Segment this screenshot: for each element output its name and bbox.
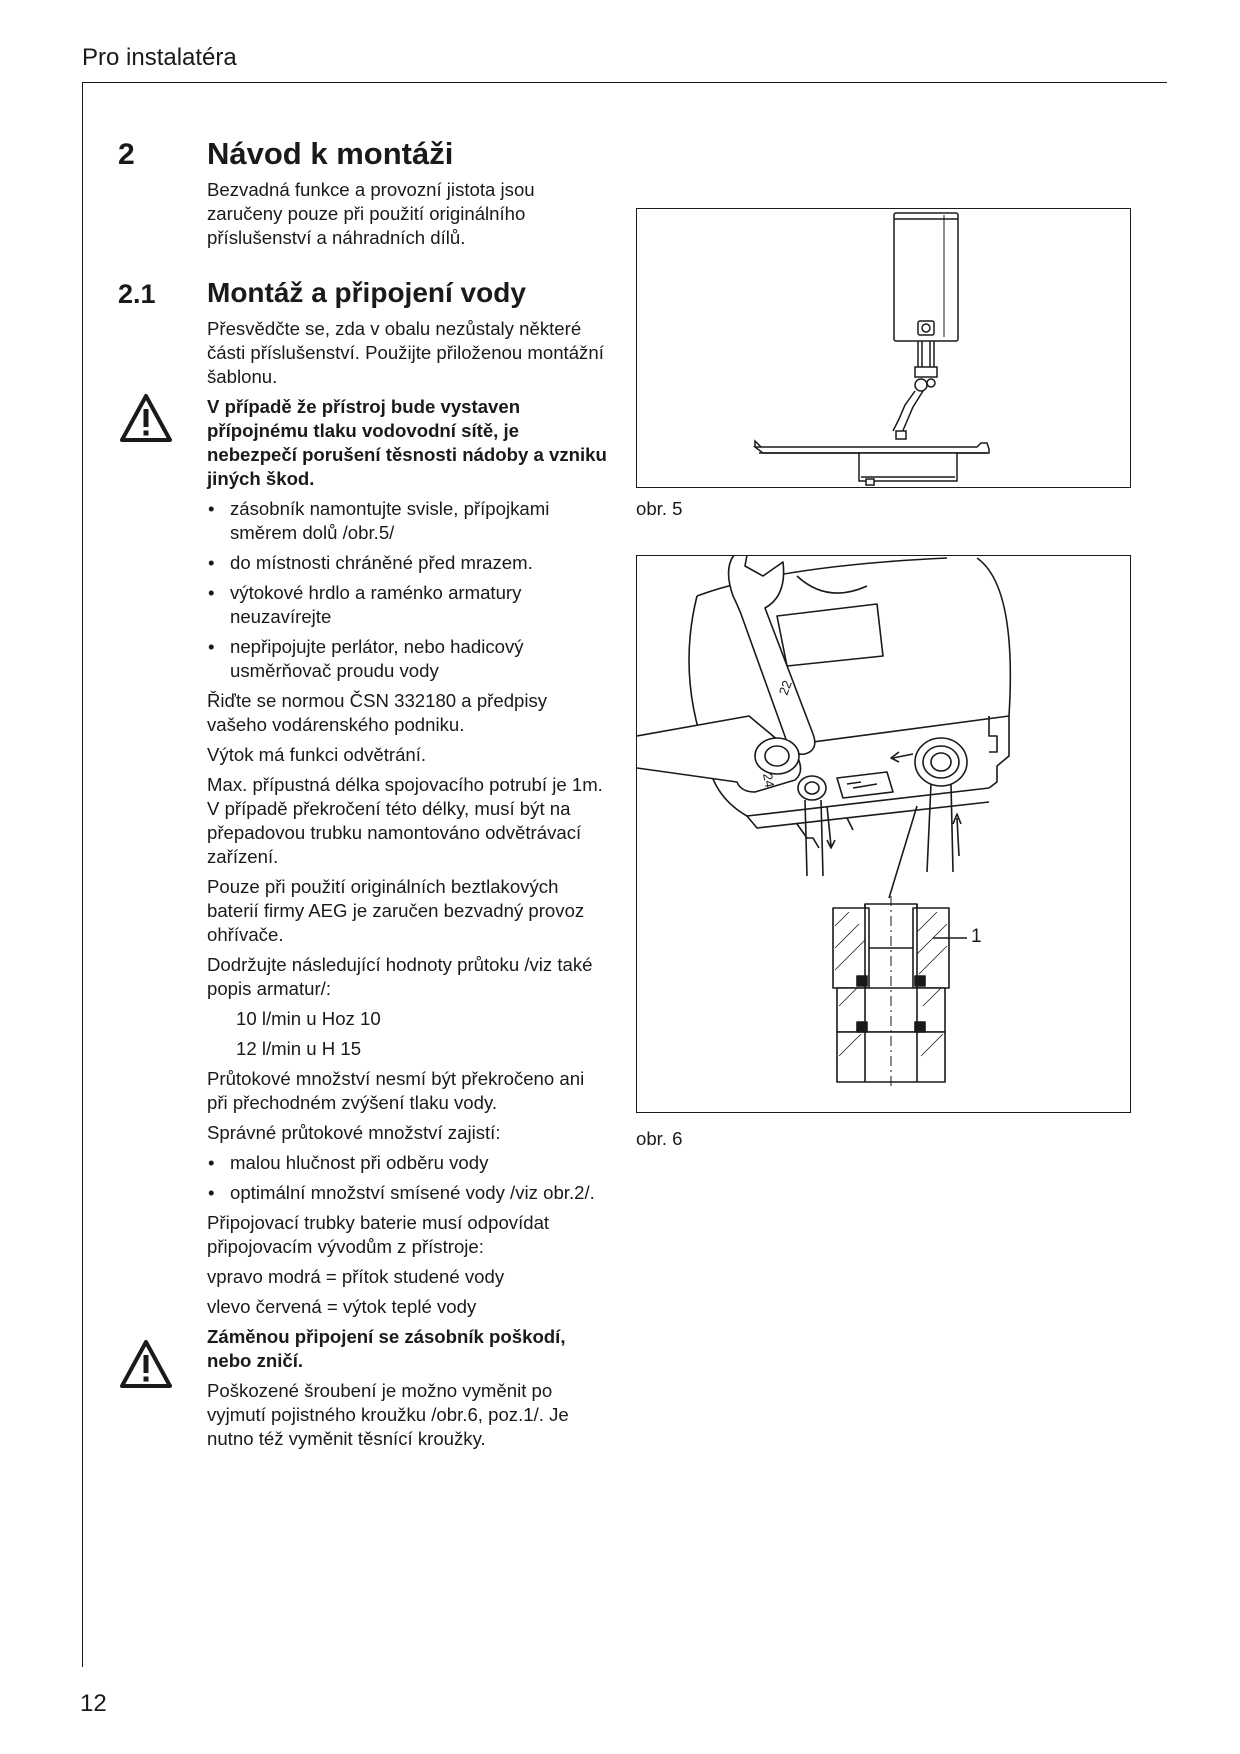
page-header-title: Pro instalatéra <box>82 44 237 71</box>
bullet-list <box>207 497 607 683</box>
page-number: 12 <box>80 1690 107 1717</box>
flow-value: 10 l/min u Hoz 10 <box>236 1008 381 1029</box>
paragraph: Poškozené šroubení je možno vyměnit po vyjmutí pojistného kroužku /obr.6, poz.1/. Je nutno též vyměnit těsnící kroužky. <box>207 1380 569 1449</box>
wrench-size-label: 24 <box>760 771 778 789</box>
water-heater-installation-illustration <box>637 209 1130 487</box>
bullet-glyph: • <box>208 1152 215 1173</box>
paragraph: Průtokové množství nesmí být překročeno ani při přechodném zvýšení tlaku vody. <box>207 1068 585 1113</box>
bullet-glyph: • <box>208 498 215 519</box>
warning-triangle-icon <box>119 392 173 444</box>
bullet-glyph: • <box>208 552 215 573</box>
figure-5-caption: obr. 5 <box>636 498 683 519</box>
paragraph: vpravo modrá = přítok studené vody <box>207 1266 505 1287</box>
paragraph: vlevo červená = výtok teplé vody <box>207 1296 477 1317</box>
bullet-glyph: • <box>208 1182 215 1203</box>
list-item: • výtokové hrdlo a raménko armatury neuzavírejte <box>208 582 522 627</box>
figure-5 <box>636 208 1131 488</box>
section-intro <box>207 178 607 256</box>
figure-6-caption: obr. 6 <box>636 1128 683 1149</box>
paragraph: Výtok má funkci odvětrání. <box>207 744 427 765</box>
list-item: • malou hlučnost při odběru vody <box>208 1152 489 1173</box>
section-title: Návod k montáži <box>207 136 454 171</box>
bullet-glyph: • <box>208 636 215 657</box>
paragraph: Pouze při použití originálních beztlakových baterií firmy AEG je zaručen bezvadný provoz ohřívače. <box>207 876 585 945</box>
bullet-list <box>207 1151 607 1205</box>
paragraph: Připojovací trubky baterie musí odpovídat připojovacím vývodům z přístroje: <box>207 1212 550 1257</box>
list-item: • nepřipojujte perlátor, nebo hadicový usměrňovač proudu vody <box>208 636 524 681</box>
list-item: • zásobník namontujte svisle, přípojkami směrem dolů /obr.5/ <box>208 498 550 543</box>
warning-text: V případě že přístroj bude vystaven přípojnému tlaku vodovodní sítě, je nebezpečí porušení těsnosti nádoby a vzniku jiných škod. <box>207 396 607 489</box>
figure-6 <box>636 555 1131 1113</box>
warning-triangle-icon <box>119 1338 173 1390</box>
wrench-and-fitting-illustration <box>637 556 1130 1112</box>
list-item: • do místnosti chráněné před mrazem. <box>208 552 533 573</box>
paragraph: Max. přípustná délka spojovacího potrubí je 1m. V případě překročení této délky, musí být na přepadovou trubku namontováno odvětrávací zařízení. <box>207 774 603 867</box>
subsection-title: Montáž a připojení vody <box>207 277 526 308</box>
paragraph: Dodržujte následující hodnoty průtoku /viz také popis armatur/: <box>207 954 593 999</box>
paragraph: Správné průtokové množství zajistí: <box>207 1122 501 1143</box>
paragraph: Přesvědčte se, zda v obalu nezůstaly některé části příslušenství. Použijte přiloženou montážní šablonu. <box>207 318 604 387</box>
paragraph: Řiďte se normou ČSN 332180 a předpisy vašeho vodárenského podniku. <box>207 690 548 735</box>
list-item: • optimální množství smísené vody /viz obr.2/. <box>208 1182 595 1203</box>
warning-text: Záměnou připojení se zásobník poškodí, nebo zničí. <box>207 1326 566 1371</box>
subsection-body <box>207 317 607 1457</box>
wrench-size-label: 22 <box>775 678 795 698</box>
section-number: 2 <box>118 138 135 171</box>
subsection-number: 2.1 <box>118 279 156 309</box>
margin-rule <box>82 82 83 1667</box>
figure-6-callout: 1 <box>971 926 982 947</box>
header-rule <box>82 82 1167 83</box>
bullet-glyph: • <box>208 582 215 603</box>
flow-value: 12 l/min u H 15 <box>236 1038 362 1059</box>
section-intro-text: Bezvadná funkce a provozní jistota jsou zaručeny pouze při použití originálního příslušenství a náhradních dílů. <box>207 179 535 248</box>
